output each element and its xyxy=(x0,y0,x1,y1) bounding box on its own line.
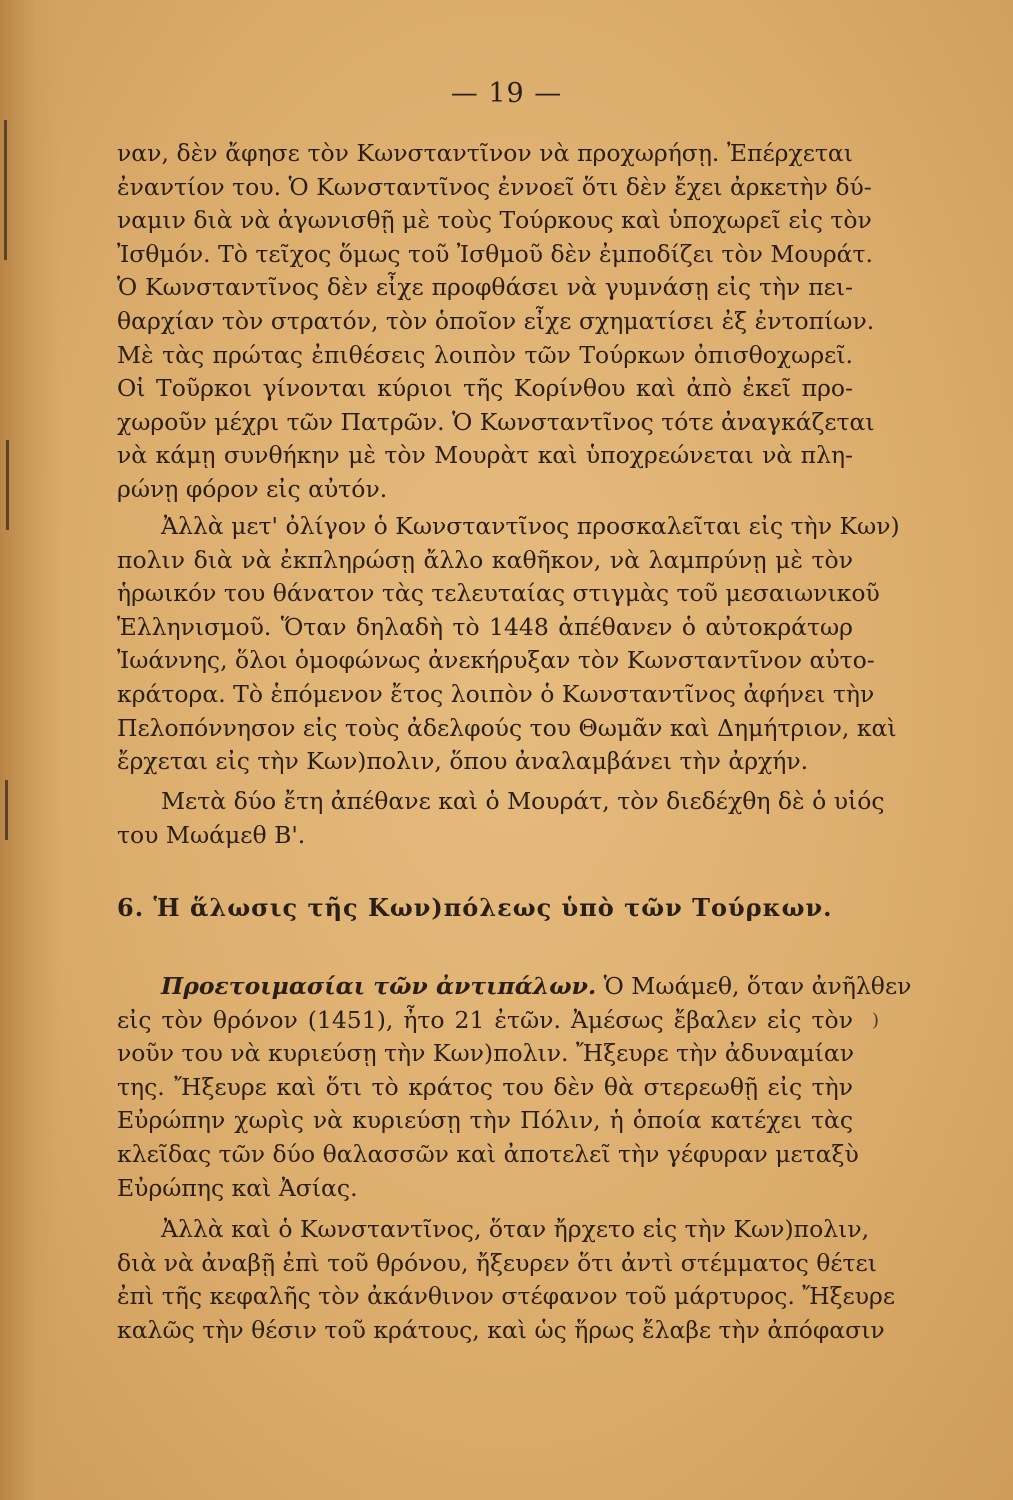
text-line: κλεῖδας τῶν δύο θαλασσῶν καὶ ἀποτελεῖ τὴν γέφυραν μεταξὺ xyxy=(117,1139,859,1168)
paragraph-5 xyxy=(117,1213,895,1347)
text-line: ναν, δὲν ἄφησε τὸν Κωνσταντῖνον νὰ προχωρήσῃ. Ἐπέρχεται xyxy=(117,139,853,167)
text-line: Ἀλλὰ καὶ ὁ Κωνσταντῖνος, ὅταν ἤρχετο εἰς τὴν Κων)πολιν, xyxy=(161,1215,870,1243)
text-line: Ἰωάννης, ὅλοι ὁμοφώνως ἀνεκήρυξαν τὸν Κωνσταντῖνον αὐτο- xyxy=(117,646,875,675)
text-span: Ὁ Μωάμεθ, ὅταν ἀνῆλθεν xyxy=(596,972,912,1000)
text-line: νοῦν του νὰ κυριεύσῃ τὴν Κων)πολιν. Ἤξευρε τὴν ἀδυναμίαν xyxy=(117,1039,855,1068)
page-gutter-shadow xyxy=(0,0,60,1500)
text-line: Μὲ τὰς πρώτας ἐπιθέσεις λοιπὸν τῶν Τούρκων ὀπισθοχωρεῖ. xyxy=(117,340,853,369)
text-line: πολιν διὰ νὰ ἐκπληρώσῃ ἄλλο καθῆκον, νὰ λαμπρύνῃ μὲ τὸν xyxy=(117,545,853,574)
paragraph-4 xyxy=(117,970,912,1205)
text-line: ἔρχεται εἰς τὴν Κων)πολιν, ὅπου ἀναλαμβάνει τὴν ἀρχήν. xyxy=(117,747,809,776)
binding-edge-mark xyxy=(5,780,8,840)
text-line: κράτορα. Τὸ ἑπόμενον ἔτος λοιπὸν ὁ Κωνσταντῖνος ἀφήνει τὴν xyxy=(117,679,875,708)
paragraph-1 xyxy=(117,137,875,507)
text-line: Ἰσθμόν. Τὸ τεῖχος ὅμως τοῦ Ἰσθμοῦ δὲν ἐμποδίζει τὸν Μουράτ. xyxy=(117,239,874,268)
paragraph-2 xyxy=(117,510,900,779)
text-line: του Μωάμεθ Β'. xyxy=(117,820,306,849)
text-line: ρώνῃ φόρον εἰς αὐτόν. xyxy=(117,474,388,503)
text-line: Ὁ Κωνσταντῖνος δὲν εἶχε προφθάσει νὰ γυμνάσῃ εἰς τὴν πει- xyxy=(117,273,853,302)
text-line: Μετὰ δύο ἔτη ἀπέθανε καὶ ὁ Μουράτ, τὸν διεδέχθη δὲ ὁ υἱός xyxy=(161,787,885,815)
binding-edge-mark xyxy=(4,120,7,260)
paragraph-lead-title: Προετοιμασίαι τῶν ἀντιπάλων. xyxy=(161,972,597,1000)
text-line: της. Ἤξευρε καὶ ὅτι τὸ κράτος του δὲν θὰ στερεωθῇ εἰς τὴν xyxy=(117,1072,853,1101)
text-line: ναμιν διὰ νὰ ἀγωνισθῇ μὲ τοὺς Τούρκους καὶ ὑποχωρεῖ εἰς τὸν xyxy=(117,206,872,235)
text-line: καλῶς τὴν θέσιν τοῦ κράτους, καὶ ὡς ἥρως ἔλαβε τὴν ἀπόφασιν xyxy=(117,1315,885,1344)
text-line: διὰ νὰ ἀναβῇ ἐπὶ τοῦ θρόνου, ἤξευρεν ὅτι ἀντὶ στέμματος θέτει xyxy=(117,1248,877,1277)
text-line: Ἑλληνισμοῦ. Ὅταν δηλαδὴ τὸ 1448 ἀπέθανεν ὁ αὐτοκράτωρ xyxy=(117,612,853,641)
text-line: Πελοπόννησον εἰς τοὺς ἀδελφούς του Θωμᾶν καὶ Δημήτριον, καὶ xyxy=(117,713,897,742)
text-line: νὰ κάμῃ συνθήκην μὲ τὸν Μουρὰτ καὶ ὑποχρεώνεται νὰ πλη- xyxy=(117,441,853,470)
text-line: Οἱ Τοῦρκοι γίνονται κύριοι τῆς Κορίνθου καὶ ἀπὸ ἐκεῖ προ- xyxy=(117,374,853,403)
text-line: εἰς τὸν θρόνον (1451), ἦτο 21 ἐτῶν. Ἀμέσως ἔβαλεν εἰς τὸν xyxy=(117,1005,853,1034)
text-line: Εὐρώπην χωρὶς νὰ κυριεύσῃ τὴν Πόλιν, ἡ ὁποία κατέχει τὰς xyxy=(117,1106,853,1135)
margin-mark: ) xyxy=(872,1010,880,1031)
section-heading: 6. Ἡ ἅλωσις τῆς Κων)πόλεως ὑπὸ τῶν Τούρκων. xyxy=(117,893,833,922)
text-line: ἡρωικόν του θάνατον τὰς τελευταίας στιγμὰς τοῦ μεσαιωνικοῦ xyxy=(117,579,880,608)
paragraph-3 xyxy=(117,785,885,852)
text-line: ἐναντίον του. Ὁ Κωνσταντῖνος ἐννοεῖ ὅτι δὲν ἔχει ἀρκετὴν δύ- xyxy=(117,172,872,201)
text-line: χωροῦν μέχρι τῶν Πατρῶν. Ὁ Κωνσταντῖνος τότε ἀναγκάζεται xyxy=(117,407,875,436)
text-line: Εὐρώπης καὶ Ἀσίας. xyxy=(117,1173,358,1202)
text-line: θαρχίαν τὸν στρατόν, τὸν ὁποῖον εἶχε σχηματίσει ἐξ ἐντοπίων. xyxy=(117,306,875,335)
page-number: — 19 — xyxy=(450,78,563,109)
text-line: Ἀλλὰ μετ' ὀλίγον ὁ Κωνσταντῖνος προσκαλεῖται εἰς τὴν Κων) xyxy=(161,512,900,540)
text-line: ἐπὶ τῆς κεφαλῆς τὸν ἀκάνθινον στέφανον τοῦ μάρτυρος. Ἤξευρε xyxy=(117,1282,895,1311)
text-line xyxy=(117,970,912,1004)
binding-edge-mark xyxy=(6,440,9,530)
